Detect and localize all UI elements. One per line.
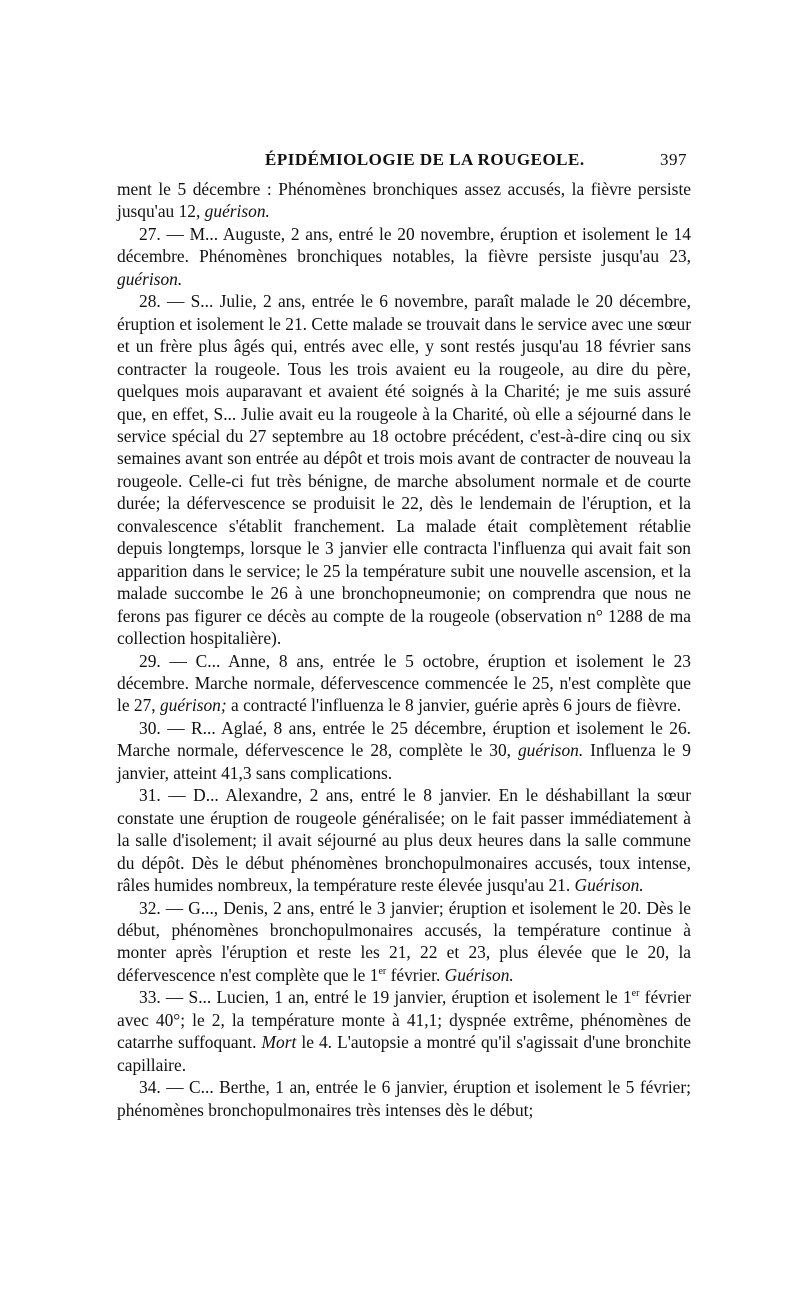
italic-text: guérison. (204, 201, 270, 222)
text-run: 33. — S... Lucien, 1 an, entré le 19 janvier, éruption et isolement le 1 (139, 987, 632, 1008)
italic-text: Guérison. (574, 875, 644, 896)
text-run: 29. — C... Anne, 8 ans, entrée le 5 octobre, éruption et isolement le 23 décembre. Marche normale, défervescence commencée le 25, n'est complète que le 27, (117, 650, 691, 716)
observation-30 (117, 717, 691, 784)
observation-28 (117, 290, 691, 649)
text-run: février avec 40°; le 2, la température monte à 41,1; dyspnée extrême, phénomènes de catarrhe suffoquant. (117, 987, 691, 1053)
italic-text: Mort (261, 1032, 297, 1053)
paragraph-continuation (117, 178, 691, 223)
text-run: Influenza le 9 janvier, atteint 41,3 sans complications. (117, 740, 691, 783)
observation-33 (117, 986, 691, 1076)
text-run: 28. — S... Julie, 2 ans, entrée le 6 novembre, paraît malade le 20 décembre, éruption et isolement le 21. Cette malade se trouvait dans le service avec une sœur et un frère plus âgés qui, entrés avec elle, y sont restés jusqu'au 18 février sans contracter la rougeole. Tous les trois avaient eu la rougeole, au dire du père, quelques mois auparavant et avaient été soignés à la Charité; je me suis assuré que, en effet, S... Julie avait eu la rougeole à la Charité, où elle a séjourné dans le service spécial du 27 septembre au 18 octobre précédent, c'est-à-dire cinq ou six semaines avant son entrée au dépôt et trois mois avant de contracter de nouveau la rougeole. Celle-ci fut très bénigne, de marche absolument normale et de courte durée; la défervescence se produisit le 22, dès le lendemain de l'éruption, et la convalescence s'établit franchement. La malade était complètement rétablie depuis longtemps, lorsque le 3 janvier elle contracta l'influenza qui avait fait son apparition dans le service; le 25 la température subit une nouvelle ascension, et la malade succombe le 26 à une bronchopneumonie; on comprendra que nous ne ferons pas figurer ce décès au compte de la rougeole (observation n° 1288 de ma collection hospitalière). (117, 291, 691, 649)
observation-34 (117, 1076, 691, 1121)
observation-32 (117, 897, 691, 987)
text-run: 32. — G..., Denis, 2 ans, entré le 3 janvier; éruption et isolement le 20. Dès le début, phénomènes bronchopulmonaires accusés, la température continue à monter après l'éruption et reste les 21, 22 et 23, plus élevée que le 20, la défervescence n'est complète que le 1 (117, 897, 691, 985)
text-run: ment le 5 décembre : Phénomènes bronchiques assez accusés, la fièvre persiste jusqu'au 12, (117, 179, 691, 222)
text-run: 27. — M... Auguste, 2 ans, entré le 20 novembre, éruption et isolement le 14 décembre. Phénomènes bronchiques notables, la fièvre persiste jusqu'au 23, (117, 223, 691, 267)
text-run: 31. — D... Alexandre, 2 ans, entré le 8 janvier. En le déshabillant la sœur constate une éruption de rougeole généralisée; on le fait passer immédiatement à la salle d'isolement; il avait séjourné au plus deux heures dans la salle commune du dépôt. Dès le début phénomènes bronchopulmonaires accusés, toux intense, râles humides nombreux, la température reste élevée jusqu'au 21. (117, 785, 691, 896)
page-number: 397 (660, 150, 687, 169)
observation-27 (117, 223, 691, 290)
text-run: le 4. L'autopsie a montré qu'il s'agissait d'une bronchite capillaire. (117, 1032, 691, 1075)
book-page (117, 150, 691, 1121)
observation-31 (117, 784, 691, 896)
running-head (117, 150, 691, 178)
italic-text: Guérison. (444, 964, 514, 985)
text-run: 34. — C... Berthe, 1 an, entrée le 6 janvier, éruption et isolement le 5 février; phénomènes bronchopulmonaires très intenses dès le début; (117, 1077, 691, 1120)
superscript: er (378, 966, 387, 978)
superscript: er (631, 988, 640, 1000)
running-title: ÉPIDÉMIOLOGIE DE LA ROUGEOLE. (265, 150, 585, 169)
text-run: a contracté l'influenza le 8 janvier, guérie après 6 jours de fièvre. (226, 695, 682, 716)
italic-text: guérison; (159, 695, 227, 716)
body-text (117, 178, 691, 1121)
italic-text: guérison. (517, 740, 584, 761)
italic-text: guérison. (117, 268, 183, 289)
text-run: février. (386, 964, 445, 985)
observation-29 (117, 650, 691, 717)
text-run: 30. — R... Aglaé, 8 ans, entrée le 25 décembre, éruption et isolement le 26. Marche normale, défervescence le 28, complète le 30, (117, 717, 691, 761)
